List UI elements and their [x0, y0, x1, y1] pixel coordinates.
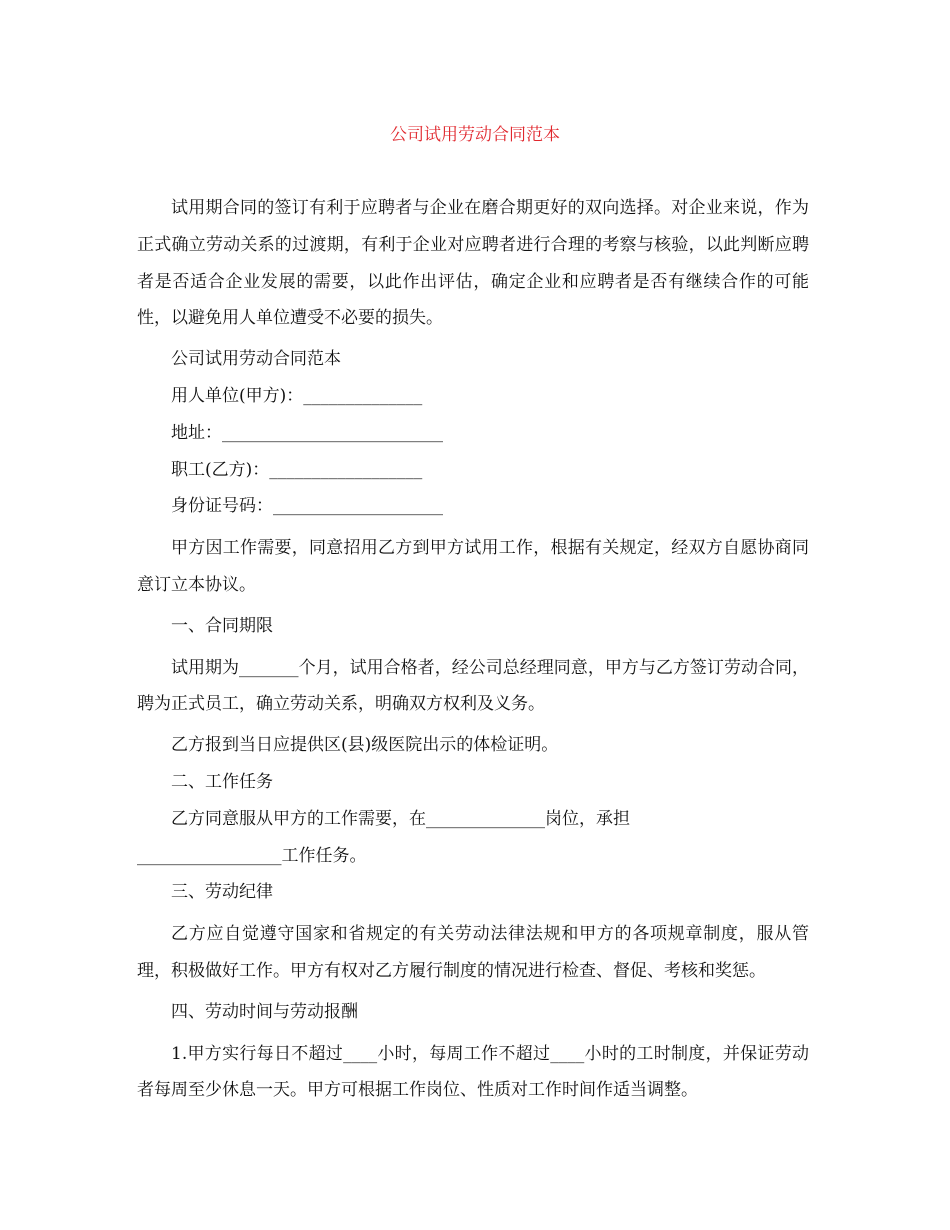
document-body — [137, 190, 809, 1118]
health-check-paragraph: 乙方报到当日应提供区(县)级医院出示的体检证明。 — [171, 735, 559, 756]
document-title: 公司试用劳动合同范本 — [390, 125, 560, 145]
probation-paragraph: 试用期为_______个月，试用合格者，经公司总经理同意，甲方与乙方签订劳动合同，聘为正式员工，确立劳动关系，明确双方权利及义务。 — [137, 657, 809, 715]
id-number-field: 身份证号码：____________________ — [171, 496, 443, 517]
section-heading-term: 一、合同期限 — [171, 615, 273, 636]
employee-field: 职工(乙方)：__________________ — [171, 459, 423, 480]
address-field: 地址：__________________________ — [171, 422, 443, 443]
employer-field: 用人单位(甲方)：______________ — [171, 385, 423, 406]
section-heading-hours-pay: 四、劳动时间与劳动报酬 — [171, 1001, 358, 1022]
agreement-paragraph: 甲方因工作需要，同意招用乙方到甲方试用工作，根据有关规定，经双方自愿协商同意订立本协议。 — [137, 538, 809, 595]
subtitle-line: 公司试用劳动合同范本 — [171, 349, 341, 370]
working-hours-paragraph: 1.甲方实行每日不超过____小时，每周工作不超过____小时的工时制度，并保证劳动者每周至少休息一天。甲方可根据工作岗位、性质对工作时间作适当调整。 — [137, 1043, 809, 1101]
intro-paragraph: 试用期合同的签订有利于应聘者与企业在磨合期更好的双向选择。对企业来说，作为正式确立劳动关系的过渡期，有利于企业对应聘者进行合理的考察与核验，以此判断应聘者是否适合企业发展的需要，以此作出评估，确定企业和应聘者是否有继续合作的可能性，以避免用人单位遭受不必要的损失。 — [137, 198, 809, 329]
discipline-paragraph: 乙方应自觉遵守国家和省规定的有关劳动法律法规和甲方的各项规章制度，服从管理，积极做好工作。甲方有权对乙方履行制度的情况进行检查、督促、考核和奖惩。 — [137, 924, 809, 981]
task-position-line: 乙方同意服从甲方的工作需要，在______________岗位，承担 — [171, 808, 630, 829]
section-heading-tasks: 二、工作任务 — [171, 771, 273, 792]
section-heading-discipline: 三、劳动纪律 — [171, 882, 273, 903]
task-duty-line: _________________工作任务。 — [137, 845, 367, 866]
